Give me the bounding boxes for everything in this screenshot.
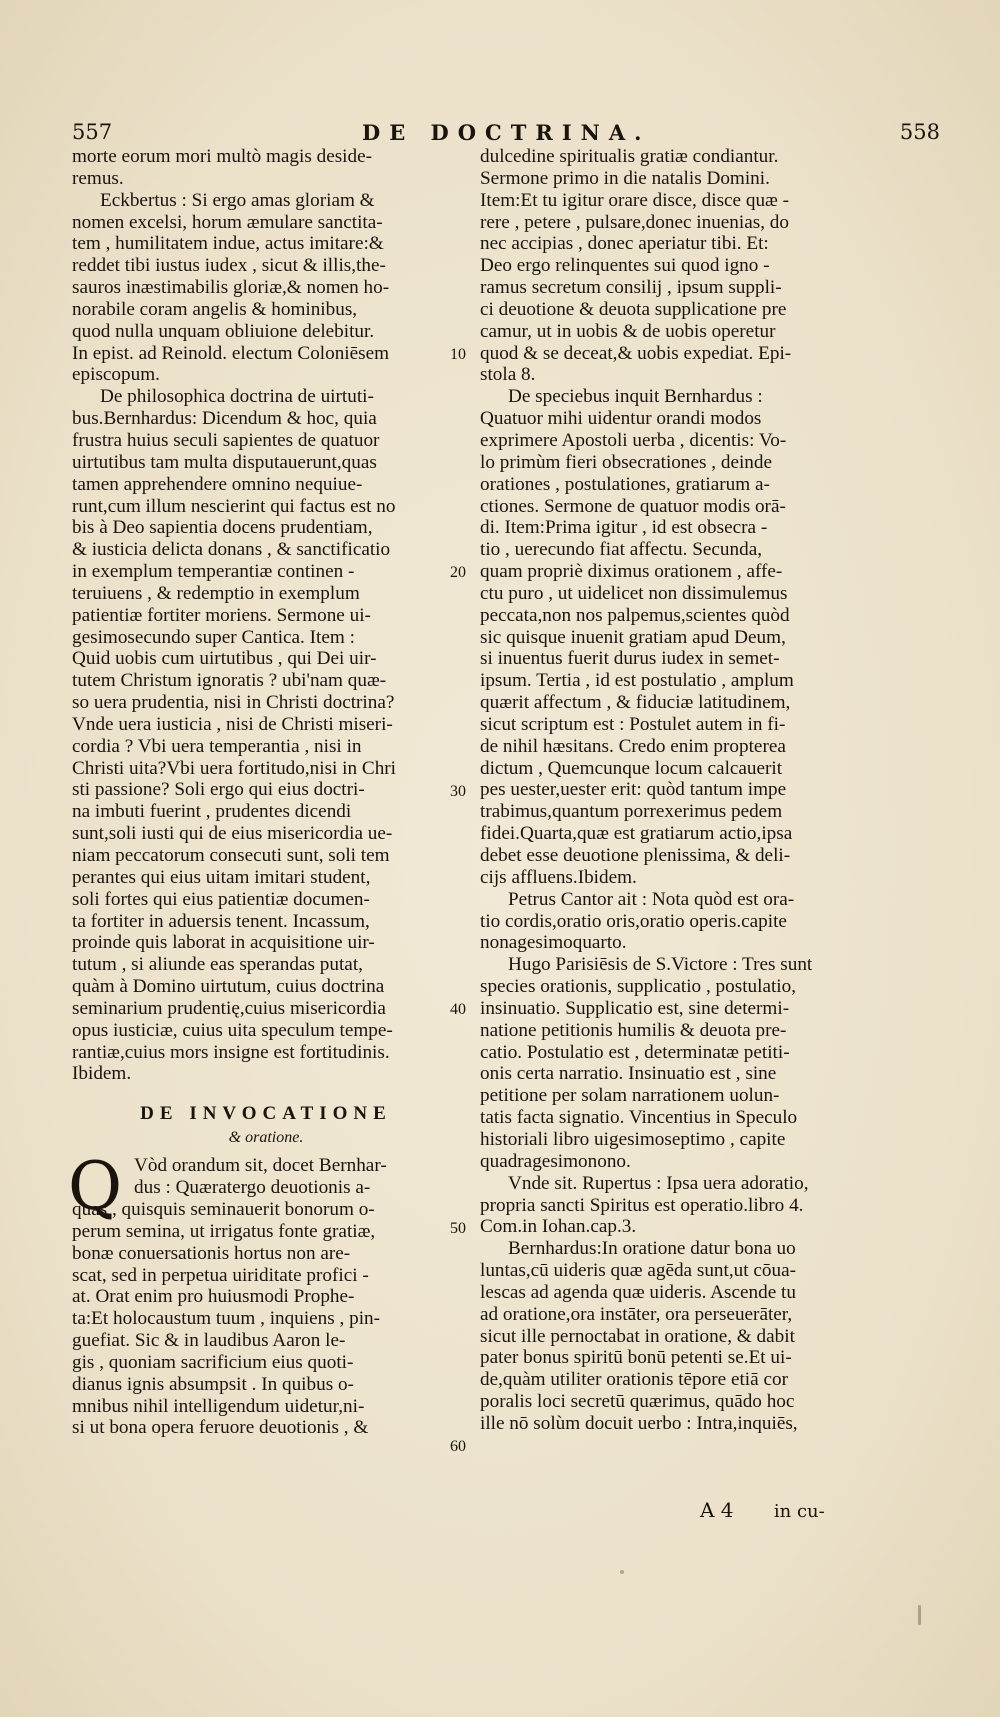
text-line: ctu puro , ut uidelicet non dissimulemus <box>480 582 788 604</box>
text-line: quadragesimonono. <box>480 1150 631 1172</box>
text-line: Sermone primo in die natalis Domini. <box>480 167 770 189</box>
text-line: opus iusticiæ, cuius uita speculum tempe- <box>72 1019 393 1041</box>
text-line: runt,cum illum nescierint qui factus est no <box>72 495 396 517</box>
text-line: exprimere Apostoli uerba , dicentis: Vo- <box>480 429 787 451</box>
text-line: natione petitionis humilis & deuota pre- <box>480 1019 787 1041</box>
text-line: nec accipias , donec aperiatur tibi. Et: <box>480 233 769 255</box>
signature-mark: A 4 <box>700 1498 734 1522</box>
text-line: lo primùm fieri obsecrationes , deinde <box>480 451 772 473</box>
text-line: Quatuor mihi uidentur orandi modos <box>480 408 762 430</box>
text-line: at. Orat enim pro huiusmodi Prophe- <box>72 1286 355 1308</box>
text-line: pes uester,uester erit: quòd tantum impe <box>480 779 787 801</box>
text-line: camur, ut in uobis & de uobis operetur <box>480 320 776 342</box>
text-line: & iusticia delicta donans , & sanctificatio <box>72 539 391 561</box>
text-line: Vnde uera iusticia , nisi de Christi miseri- <box>72 713 393 735</box>
text-line: proinde quis laborat in acquisitione uir- <box>72 932 375 954</box>
line-number: 60 <box>450 1438 466 1456</box>
text-line: lescas ad agenda quæ uideris. Ascende tu <box>480 1281 796 1303</box>
text-line: teruiuens , & redemptio in exemplum <box>72 582 360 604</box>
text-line: sti passione? Soli ergo qui eius doctri- <box>72 779 365 801</box>
page-header <box>72 120 940 148</box>
text-line: Vnde sit. Rupertus : Ipsa uera adoratio, <box>508 1172 809 1194</box>
text-line: Quid uobis cum uirtutibus , qui Dei uir- <box>72 648 377 670</box>
text-line: de,quàm utiliter orationis tēpore etiā cor <box>480 1369 788 1391</box>
text-line: frustra huius seculi sapientes de quatuor <box>72 429 380 451</box>
text-line: perum semina, ut irrigatus fonte gratiæ, <box>72 1220 376 1242</box>
text-line: soli fortes qui eius patientiæ documen- <box>72 888 370 910</box>
signature-footer <box>700 1498 825 1522</box>
catchword: in cu- <box>773 1501 825 1522</box>
text-line: tutum , si aliunde eas sperandas putat, <box>72 954 363 976</box>
text-line: mnibus nihil intelligendum uidetur,ni- <box>72 1395 365 1417</box>
text-line: Christi uita?Vbi uera fortitudo,nisi in Chri <box>72 757 397 779</box>
text-line: ad oratione,ora instāter, ora perseuerāter, <box>480 1303 793 1325</box>
text-line: ta fortiter in aduersis tenent. Incassum, <box>72 910 370 932</box>
text-line: fidei.Quarta,quæ est gratiarum actio,ipsa <box>480 823 793 845</box>
section-heading: DE INVOCATIONE <box>140 1103 392 1125</box>
text-line: perantes qui eius uitam imitari student, <box>72 866 371 888</box>
left-column-lines <box>72 146 460 1085</box>
line-number: 10 <box>450 345 466 363</box>
page-number-left: 557 <box>72 120 113 144</box>
text-line: di. Item:Prima igitur , id est obsecra - <box>480 517 768 539</box>
text-line: quærit affectum , & fiduciæ latitudinem, <box>480 692 791 714</box>
text-line: ctiones. Sermone de quatuor modis orā- <box>480 495 786 517</box>
text-line: poralis loci secretū quærimus, quādo hoc <box>480 1391 795 1413</box>
text-line: morte eorum mori multò magis deside- <box>72 146 373 167</box>
text-line: debet esse deuotione plenissima, & deli- <box>480 845 791 866</box>
text-line: quod nulla unquam obliuione delebitur. <box>72 320 375 342</box>
running-title: DE DOCTRINA. <box>362 120 651 145</box>
dropcap-initial: Q <box>68 1148 123 1226</box>
text-line: nonagesimoquarto. <box>480 932 627 954</box>
text-line: Petrus Cantor ait : Nota quòd est ora- <box>508 888 795 910</box>
text-line: tio , uerecundo fiat affectu. Secunda, <box>480 539 763 561</box>
text-line: cordia ? Vbi uera temperantia , nisi in <box>72 735 362 757</box>
text-line: Item:Et tu igitur orare disce, disce quæ - <box>480 189 790 211</box>
text-line: historiali libro uigesimoseptimo , capite <box>480 1128 786 1150</box>
text-line: Eckbertus : Si ergo amas gloriam & <box>100 189 375 211</box>
text-line: Vòd orandum sit, docet Bernhar- <box>134 1155 387 1177</box>
text-line: Hugo Parisiēsis de S.Victore : Tres sunt <box>508 954 813 976</box>
line-number: 50 <box>450 1219 466 1237</box>
text-line: cijs affluens.Ibidem. <box>480 866 637 888</box>
text-line: sic quisque inuenit gratiam apud Deum, <box>480 626 786 648</box>
text-line: ci deuotione & deuota supplicatione pre <box>480 298 787 320</box>
text-line: Ibidem. <box>72 1063 132 1085</box>
text-line: tutem Christum ignoratis ? ubi'nam quæ- <box>72 670 387 692</box>
text-line: so uera prudentia, nisi in Christi doctrina? <box>72 692 395 714</box>
right-text-column <box>480 146 862 1435</box>
text-line: quod & se deceat,& uobis expediat. Epi- <box>480 342 792 364</box>
text-line: tatis facta signatio. Vincentius in Speculo <box>480 1107 798 1129</box>
text-line: uirtutibus tam multa disputauerunt,quas <box>72 451 377 473</box>
text-line: guefiat. Sic & in laudibus Aaron le- <box>72 1330 346 1352</box>
text-line: sauros inæstimabilis gloriæ,& nomen ho- <box>72 277 390 299</box>
text-line: Bernhardus:In oratione datur bona uo <box>508 1238 796 1260</box>
text-line: De philosophica doctrina de uirtuti- <box>100 386 374 408</box>
text-line: catio. Postulatio est , determinatæ petiti- <box>480 1041 790 1063</box>
text-line: propria sancti Spiritus est operatio.libro 4. <box>480 1194 804 1216</box>
text-line: patientiæ fortiter moriens. Sermone ui- <box>72 604 371 626</box>
text-line: Com.in Iohan.cap.3. <box>480 1216 637 1238</box>
text-line: species orationis, supplicatio , postulatio, <box>480 976 797 998</box>
text-line: de nihil hæsitans. Credo enim propterea <box>480 735 786 757</box>
dropcap-paragraph <box>68 1148 460 1439</box>
text-line: quam propriè diximus orationem , affe- <box>480 561 783 583</box>
text-line: bus.Bernhardus: Dicendum & hoc, quia <box>72 408 377 430</box>
text-line: nomen excelsi, horum æmulare sanctita- <box>72 211 383 233</box>
text-line: tamen apprehendere omnino nequiue- <box>72 473 363 495</box>
text-line: ramus secretum consilij , ipsum suppli- <box>480 277 782 299</box>
text-line: in exemplum temperantiæ continen - <box>72 561 355 583</box>
text-line: tio cordis,oratio oris,oratio operis.capite <box>480 910 787 932</box>
line-number: 20 <box>450 564 466 582</box>
text-line: dus : Quæratergo deuotionis a- <box>134 1177 371 1199</box>
text-line: episcopum. <box>72 364 160 386</box>
line-number: 30 <box>450 782 466 800</box>
ink-mark <box>918 1605 921 1625</box>
text-line: si ut bona opera feruore deuotionis , & <box>72 1417 369 1439</box>
text-line: quàm à Domino uirtutum, cuius doctrina <box>72 976 385 998</box>
text-line: insinuatio. Supplicatio est, sine determi- <box>480 997 790 1019</box>
line-number: 40 <box>450 1001 466 1019</box>
text-line: reddet tibi iustus iudex , sicut & illis,the- <box>72 255 386 277</box>
text-line: si inuentus fuerit durus iudex in semet- <box>480 648 780 670</box>
text-line: tem , humilitatem indue, actus imitare:& <box>72 233 384 255</box>
text-line: luntas,cū uideris quæ agēda sunt,ut cōua- <box>480 1260 796 1282</box>
text-line: trabimus,quantum porrexerimus pedem <box>480 801 783 823</box>
text-line: orationes , postulationes, gratiarum a- <box>480 473 770 495</box>
text-line: niam peccatorum consecuti sunt, soli tem <box>72 845 390 866</box>
text-line: dulcedine spiritualis gratiæ condiantur. <box>480 146 779 167</box>
text-line: sicut scriptum est : Postulet autem in fi- <box>480 713 786 735</box>
text-line: petitione per solam narrationem uolun- <box>480 1085 780 1107</box>
text-line: pater bonus spiritū bonū petenti se.Et ui- <box>480 1347 792 1369</box>
left-text-column <box>68 146 460 1439</box>
text-line: peccata,non nos palpemus,scientes quòd <box>480 604 790 626</box>
text-line: gesimosecundo super Cantica. Item : <box>72 626 355 648</box>
left-column-lines-after <box>72 1155 460 1439</box>
text-line: bonæ conuersationis hortus non are- <box>72 1242 351 1264</box>
text-line: ille nō solùm docuit uerbo : Intra,inquiēs, <box>480 1412 798 1434</box>
text-line: quas , quisquis seminauerit bonorum o- <box>72 1198 375 1220</box>
page-number-right: 558 <box>899 120 940 144</box>
text-line: dianus ignis absumpsit . In quibus o- <box>72 1373 354 1395</box>
text-line: scat, sed in perpetua uiriditate profici - <box>72 1264 369 1286</box>
text-line: gis , quoniam sacrificium eius quoti- <box>72 1351 354 1373</box>
text-line: rantiæ,cuius mors insigne est fortitudinis. <box>72 1041 390 1063</box>
text-line: rere , petere , pulsare,donec inuenias, do <box>480 211 789 233</box>
text-line: ta:Et holocaustum tuum , inquiens , pin- <box>72 1308 381 1330</box>
text-line: stola 8. <box>480 364 536 386</box>
text-line: na imbuti fuerint , prudentes dicendi <box>72 801 352 823</box>
text-line: bis à Deo sapientia docens prudentiam, <box>72 517 373 539</box>
text-line: sicut ille pernoctabat in oratione, & dabit <box>480 1325 795 1347</box>
text-line: remus. <box>72 167 124 189</box>
text-line: norabile coram angelis & hominibus, <box>72 298 358 320</box>
text-line: seminarium prudentię,cuius misericordia <box>72 997 386 1019</box>
ink-speck <box>620 1570 624 1574</box>
text-line: onis certa narratio. Insinuatio est , sine <box>480 1063 777 1085</box>
text-line: De speciebus inquit Bernhardus : <box>508 386 763 408</box>
text-line: sunt,soli iusti qui de eius misericordia ue- <box>72 823 393 845</box>
text-line: In epist. ad Reinold. electum Coloniēsem <box>72 342 390 364</box>
text-line: dictum , Quemcunque locum calcauerit <box>480 757 783 779</box>
section-subheading: & oratione. <box>228 1129 304 1147</box>
text-line: Deo ergo relinquentes sui quod igno - <box>480 255 770 277</box>
text-line: ipsum. Tertia , id est postulatio , amplum <box>480 670 794 692</box>
